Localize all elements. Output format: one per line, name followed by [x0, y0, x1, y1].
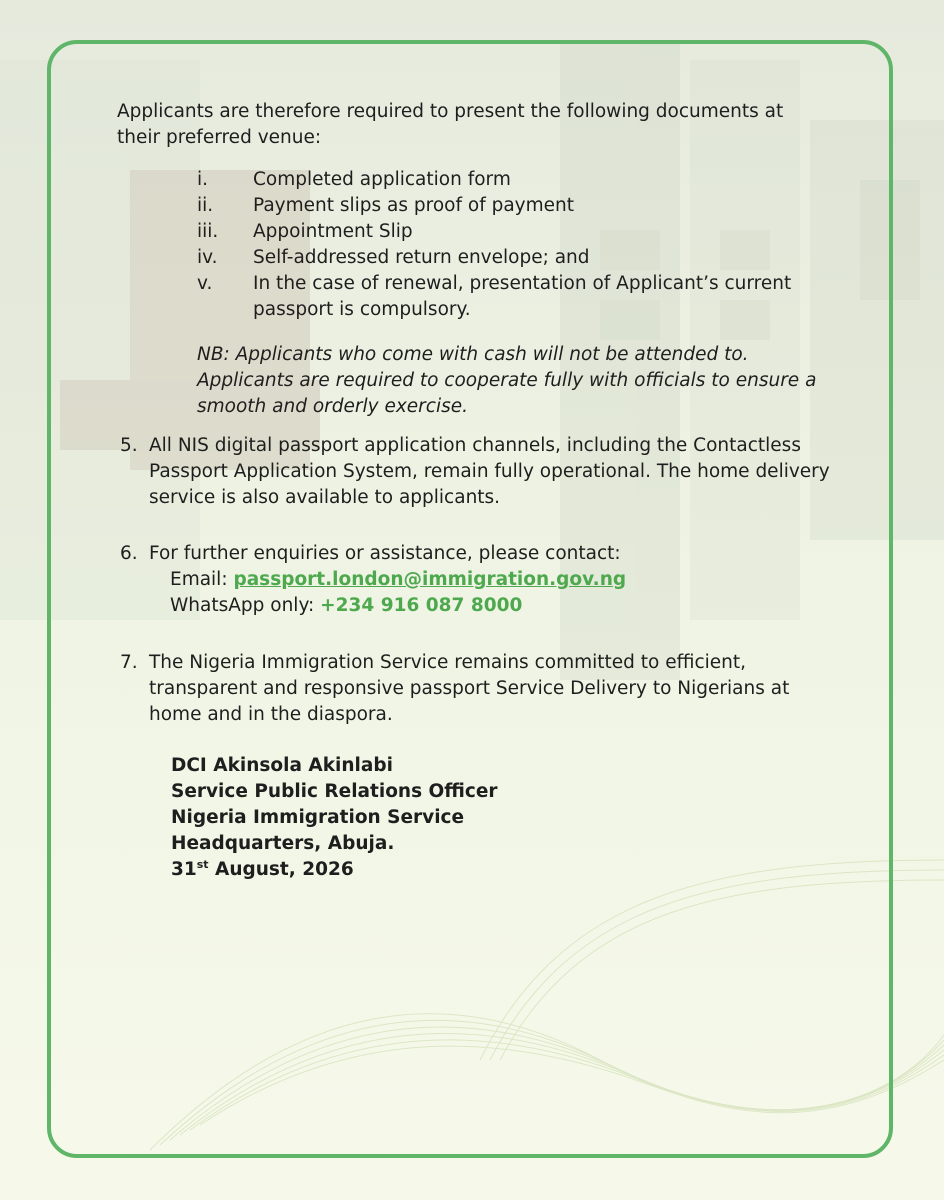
list-item-text: Self-addressed return envelope; and	[253, 247, 590, 268]
signatory-organization: Nigeria Immigration Service	[171, 807, 465, 828]
signatory-name: DCI Akinsola Akinlabi	[171, 755, 393, 776]
signatory-location: Headquarters, Abuja.	[171, 833, 395, 854]
list-item-number: iv.	[197, 247, 218, 268]
paragraph-number: 6.	[120, 543, 138, 564]
list-item-text: Completed application form	[253, 169, 511, 190]
list-item-number: i.	[197, 169, 209, 190]
date-rest: August, 2026	[208, 859, 354, 880]
paragraph-text: The Nigeria Immigration Service remains committed to efficient, transparent and responsive passport Service Delivery to Nigerians at home and in the diaspora.	[149, 652, 790, 725]
list-item	[197, 271, 817, 323]
paragraph-number: 7.	[120, 652, 138, 673]
list-item	[197, 245, 817, 271]
paragraph-number: 5.	[120, 435, 138, 456]
required-documents-list	[197, 167, 817, 323]
list-item-number: iii.	[197, 221, 219, 242]
date-suffix: st	[196, 857, 209, 871]
list-item	[197, 193, 817, 219]
email-link[interactable]: passport.london@immigration.gov.ng	[233, 569, 627, 590]
paragraph-text-block	[149, 541, 840, 619]
list-item-text: Appointment Slip	[253, 221, 413, 242]
whatsapp-line	[149, 593, 840, 619]
list-item-text: In the case of renewal, presentation of Applicant’s current passport is compulsory.	[253, 273, 792, 320]
list-item-number: ii.	[197, 195, 214, 216]
signatory-title: Service Public Relations Officer	[171, 781, 498, 802]
list-item-text: Payment slips as proof of payment	[253, 195, 575, 216]
signature-block	[171, 753, 498, 883]
whatsapp-label: WhatsApp only:	[170, 595, 321, 616]
paragraph-7	[120, 650, 840, 728]
list-item-number: v.	[197, 273, 213, 294]
paragraph-text: All NIS digital passport application channels, including the Contactless Passport Application System, remain fully operational. The home delivery service is also available to applicants.	[149, 435, 830, 508]
date-day: 31	[171, 859, 197, 880]
list-item	[197, 167, 817, 193]
paragraph-6	[120, 541, 840, 619]
signature-date	[171, 857, 498, 883]
nb-note: NB: Applicants who come with cash will not be attended to. Applicants are required to cooperate fully with officials to ensure a smooth and orderly exercise.	[197, 344, 817, 417]
list-item	[197, 219, 817, 245]
email-label: Email:	[170, 569, 234, 590]
paragraph-text: For further enquiries or assistance, please contact:	[149, 543, 621, 564]
whatsapp-number[interactable]: +234 916 087 8000	[320, 595, 523, 616]
email-line	[149, 567, 840, 593]
intro-paragraph: Applicants are therefore required to present the following documents at their preferred venue:	[117, 101, 784, 148]
paragraph-5	[120, 433, 840, 511]
